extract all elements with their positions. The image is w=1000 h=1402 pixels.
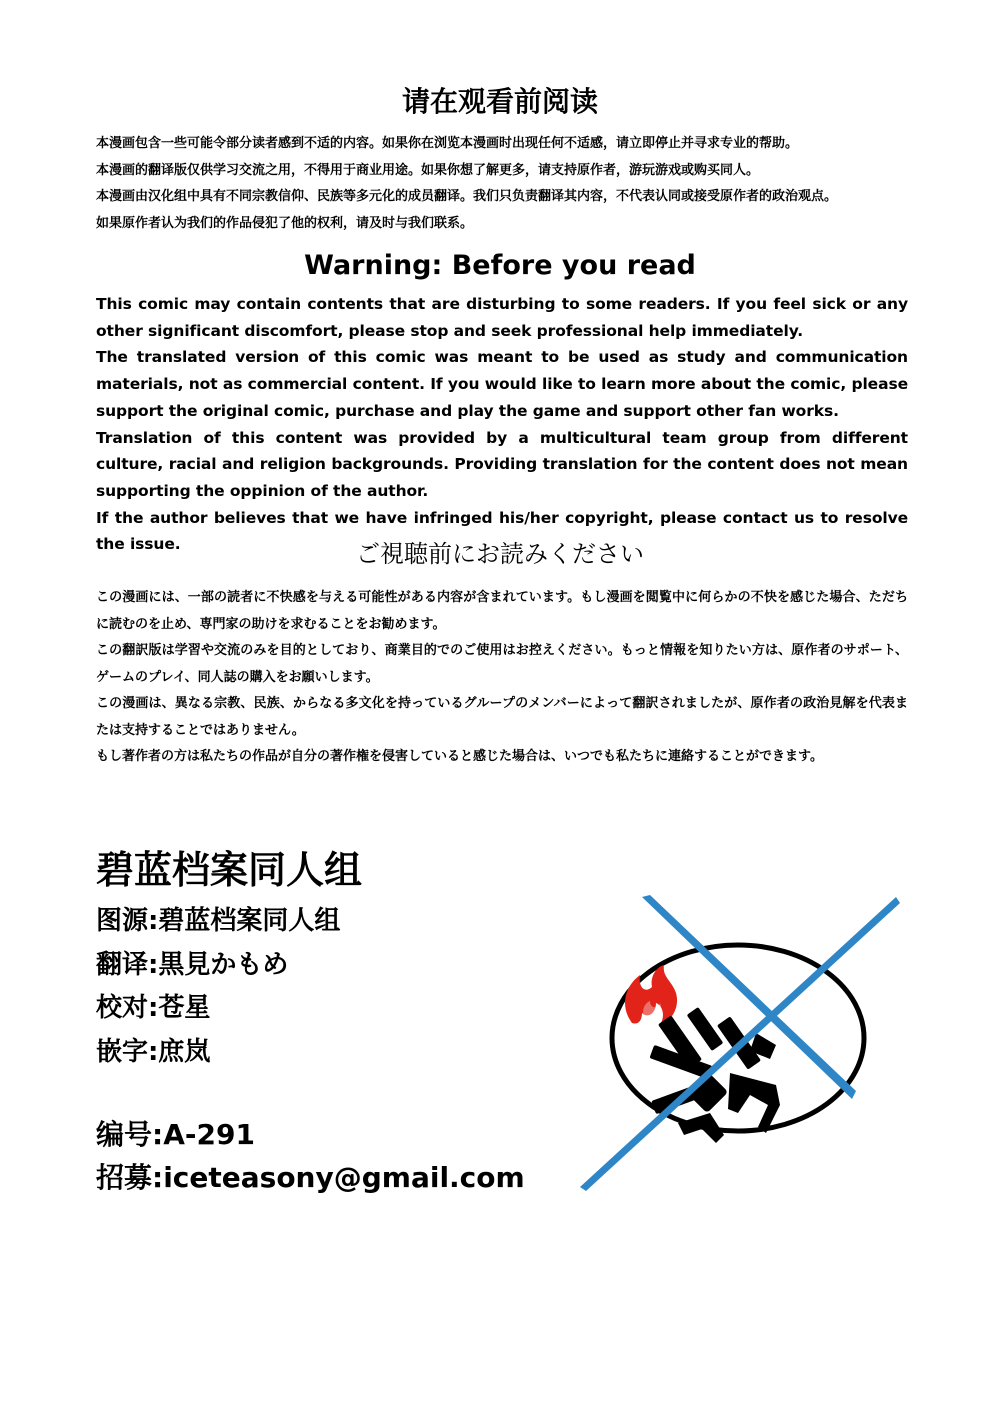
- credit-typesetter: 嵌字:庶岚: [96, 1036, 211, 1067]
- credit-source: 图源:碧蓝档案同人组: [96, 906, 341, 936]
- cn-line: 本漫画的翻译版仅供学习交流之用，不得用于商业用途。如果你想了解更多，请支持原作者，游玩游戏或购买同人。: [96, 162, 760, 178]
- group-logo: [580, 895, 900, 1195]
- credit-number: 编号:A-291: [96, 1118, 255, 1151]
- credits-block: [96, 846, 525, 1199]
- en-paragraph: Translation of this content was provided by a multicultural team group from different culture, racial and religion backgrounds. Providing translation for the content does not mean supporting the oppinion of the author.: [96, 428, 908, 500]
- en-paragraph: The translated version of this comic was meant to be used as study and communication materials, not as commercial content. If you would like to learn more about the comic, please support the original comic, purchase and play the game and support other fan works.: [96, 348, 908, 420]
- cross-icon: [580, 895, 900, 1191]
- flame-icon: [625, 965, 677, 1025]
- jp-paragraph: この翻訳版は学習や交流のみを目的としており、商業目的でのご使用はお控えください。もっと情報を知りたい方は、原作者のサポート、ゲームのプレイ、同人誌の購入をお願いします。: [96, 643, 908, 685]
- jp-paragraph: この漫画には、一部の読者に不快感を与える可能性がある内容が含まれています。もし漫画を閲覧中に何らかの不快を感じた場合、ただちに読むのを止め、専門家の助けを求むることをお勧めます。: [96, 590, 908, 632]
- recruit-contact: 招募:iceteasony@gmail.com: [96, 1161, 525, 1194]
- cn-line: 本漫画包含一些可能令部分读者感到不适的内容。如果你在浏览本漫画时出现任何不适感，请立即停止并寻求专业的帮助。: [96, 136, 799, 151]
- en-paragraph: This comic may contain contents that are disturbing to some readers. If you feel sick or any other significant discomfort, please stop and seek professional help immediately.: [96, 295, 908, 340]
- cn-line: 本漫画由汉化组中具有不同宗教信仰、民族等多元化的成员翻译。我们只负责翻译其内容，不代表认同或接受原作者的政治观点。: [96, 189, 838, 204]
- en-paragraph: If the author believes that we have infringed his/her copyright, please contact us to resolve the issue.: [96, 508, 908, 554]
- cross-stroke: [580, 897, 900, 1191]
- credit-translator: 翻译:黒見かもめ: [96, 949, 289, 980]
- jp-notice: [96, 585, 908, 771]
- en-title: Warning: Before you read: [304, 250, 696, 281]
- cn-line: 如果原作者认为我们的作品侵犯了他的权利，请及时与我们联系。: [96, 215, 474, 231]
- jp-title: ご視聴前にお読みください: [356, 540, 644, 568]
- group-name: 碧蓝档案同人组: [96, 848, 363, 892]
- jp-paragraph: この漫画は、異なる宗教、民族、からなる多文化を持っているグループのメンバーによって翻訳されましたが、原作者の政治見解を代表または支持することではありません。: [96, 696, 908, 738]
- jp-paragraph: もし著作者の方は私たちの作品が自分の著作権を侵害していると感じた場合は、いつでも私たちに連絡することができます。: [96, 749, 823, 764]
- en-notice: [96, 291, 908, 558]
- credit-proofreader: 校对:苍星: [96, 993, 211, 1023]
- cn-notice: [96, 131, 908, 237]
- cn-title: 请在观看前阅读: [401, 85, 598, 118]
